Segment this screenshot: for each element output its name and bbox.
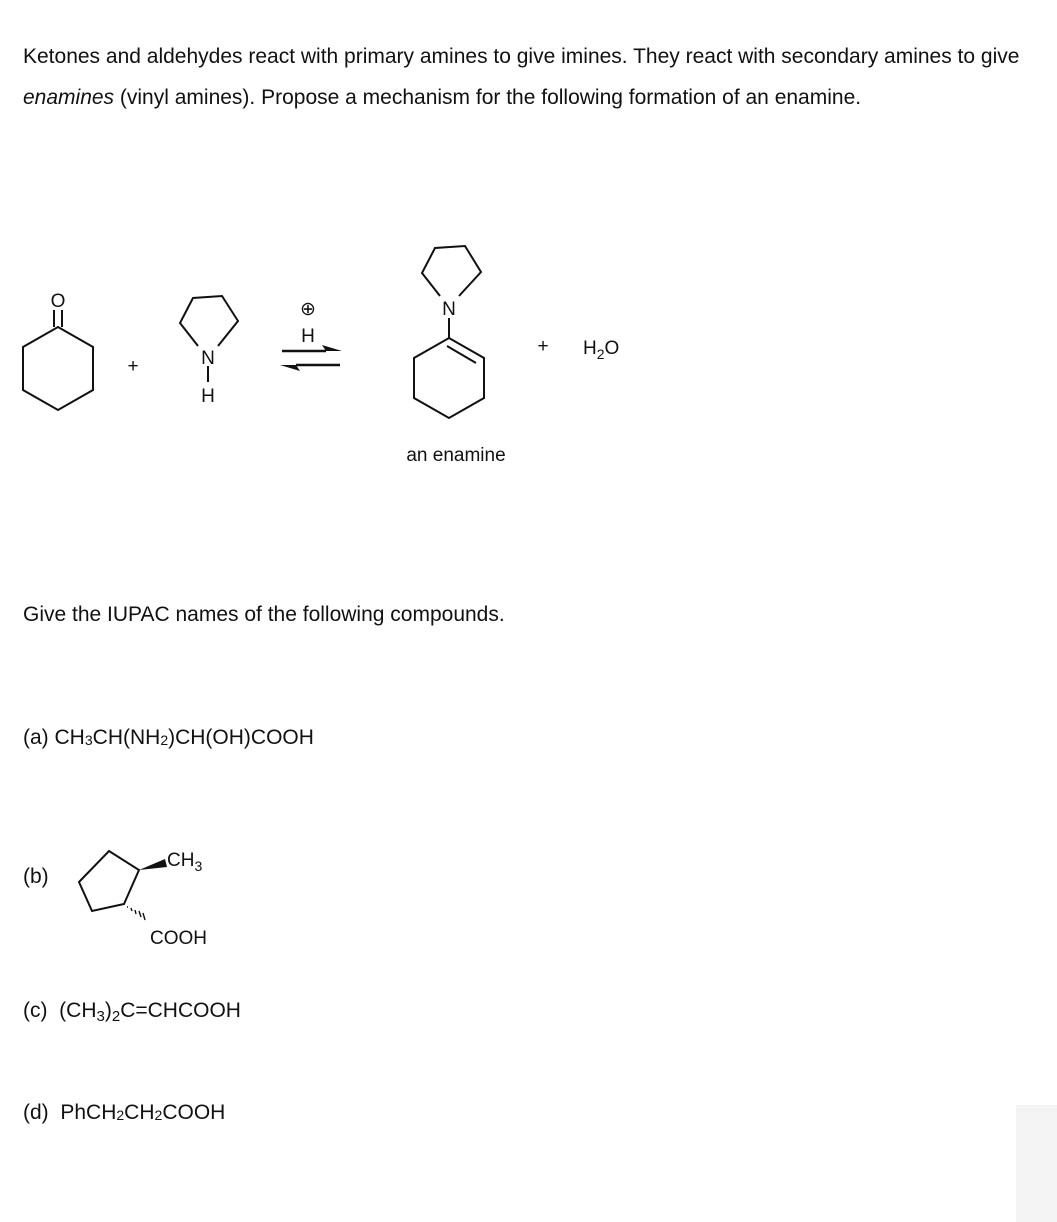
amine-nitrogen-label: N [201,348,215,369]
product-label: an enamine [406,445,506,466]
enamine-reaction-scheme [0,240,700,480]
ketone-oxygen-label: O [50,291,66,312]
equilibrium-arrows [280,345,342,371]
question-d-label: (d) [23,1101,49,1124]
formula-a-part2: CH(NH [92,726,161,749]
formula-a [55,726,314,749]
cyclohexanone-structure [23,310,93,410]
formula-c-part2: ) [104,999,112,1022]
formula-a-part3: )CH(OH)COOH [168,726,314,749]
cyclopentane-structure [70,838,240,958]
water-o: O [604,338,620,359]
formula-d-sub2: 2 [154,1107,163,1123]
methyl-group [167,850,202,874]
methyl-ch: CH [167,850,195,871]
formula-d-part1: PhCH [60,1101,117,1124]
intro-text-2: (vinyl amines). Propose a mechanism for the following formation of an enamine. [114,86,862,109]
positive-charge-symbol: ⊕ [300,299,316,320]
formula-c-part3: C=CHCOOH [120,999,241,1022]
corner-shade [1016,1105,1057,1222]
intro-emphasis: enamines [23,86,115,109]
question-a-label: (a) [23,726,49,749]
water-h: H [583,338,597,359]
water-formula [583,338,619,362]
formula-a-sub2: 2 [160,732,169,748]
intro-text-1: Ketones and aldehydes react with primary amines to give imines. They react with secondary amines to give [23,45,1020,68]
formula-a-part1: CH [54,726,85,749]
pyrrolidine-structure [180,296,238,382]
question-c [23,999,241,1025]
formula-c-sub1: 3 [96,1008,105,1025]
water-subscript: 2 [596,346,605,362]
carboxylic-acid-group: COOH [150,928,207,949]
question-b-label: (b) [23,865,49,888]
formula-c-sub2: 2 [111,1008,121,1025]
methyl-subscript: 3 [194,858,203,874]
product-nitrogen-label: N [442,299,456,320]
plus-sign-2: + [537,336,549,357]
question-a [23,726,314,750]
formula-c-part1: (CH [59,999,97,1022]
formula-d [60,1101,225,1124]
amine-hydrogen-label: H [201,386,215,407]
enamine-structure [414,246,484,418]
question-c-label: (c) [23,999,48,1022]
iupac-heading: Give the IUPAC names of the following compounds. [23,603,505,626]
plus-sign: + [127,356,139,377]
reaction-svg [0,240,700,480]
formula-d-part3: COOH [162,1101,226,1124]
formula-c [59,999,241,1025]
catalyst-label: H [301,326,315,347]
intro-paragraph [23,36,1033,118]
formula-d-part2: CH [124,1101,155,1124]
formula-a-sub1: 3 [84,732,93,748]
formula-d-sub1: 2 [116,1107,125,1123]
question-d [23,1101,225,1125]
hashed-wedge-bond [127,907,145,920]
